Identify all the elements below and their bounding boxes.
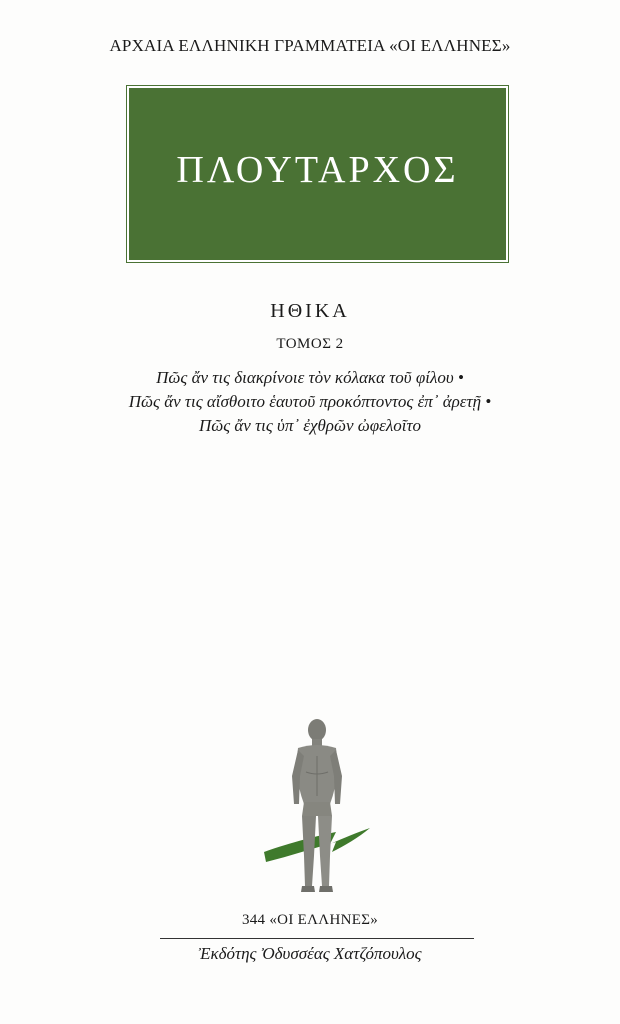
contents-item: Πῶς ἄν τις αἴσθοιτο ἑαυτοῦ προκόπτοντος ἐπ᾽ ἀρετῇ • — [128, 392, 492, 411]
author-box — [127, 86, 508, 262]
volume-label: ΤΟΜΟΣ 2 — [276, 336, 344, 352]
kouros-statue-icon — [262, 716, 372, 898]
contents-item: Πῶς ἄν τις διακρίνοιε τὸν κόλακα τοῦ φίλου • — [156, 368, 464, 387]
series-number: 344 «ΟΙ ΕΛΛΗΝΕΣ» — [241, 912, 379, 928]
author-name: ΠΛΟΥΤΑΡΧΟΣ — [176, 149, 459, 191]
work-title: ΗΘΙΚΑ — [270, 300, 350, 322]
contents-list — [0, 366, 620, 438]
divider — [160, 938, 474, 939]
publisher-name: Ἐκδότης Ὀδυσσέας Χατζόπουλος — [198, 944, 422, 963]
contents-item: Πῶς ἄν τις ὑπ᾽ ἐχθρῶν ὠφελοῖτο — [198, 416, 422, 435]
series-title: ΑΡΧΑΙΑ ΕΛΛΗΝΙΚΗ ΓΡΑΜΜΑΤΕΙΑ «ΟΙ ΕΛΛΗΝΕΣ» — [109, 36, 511, 55]
